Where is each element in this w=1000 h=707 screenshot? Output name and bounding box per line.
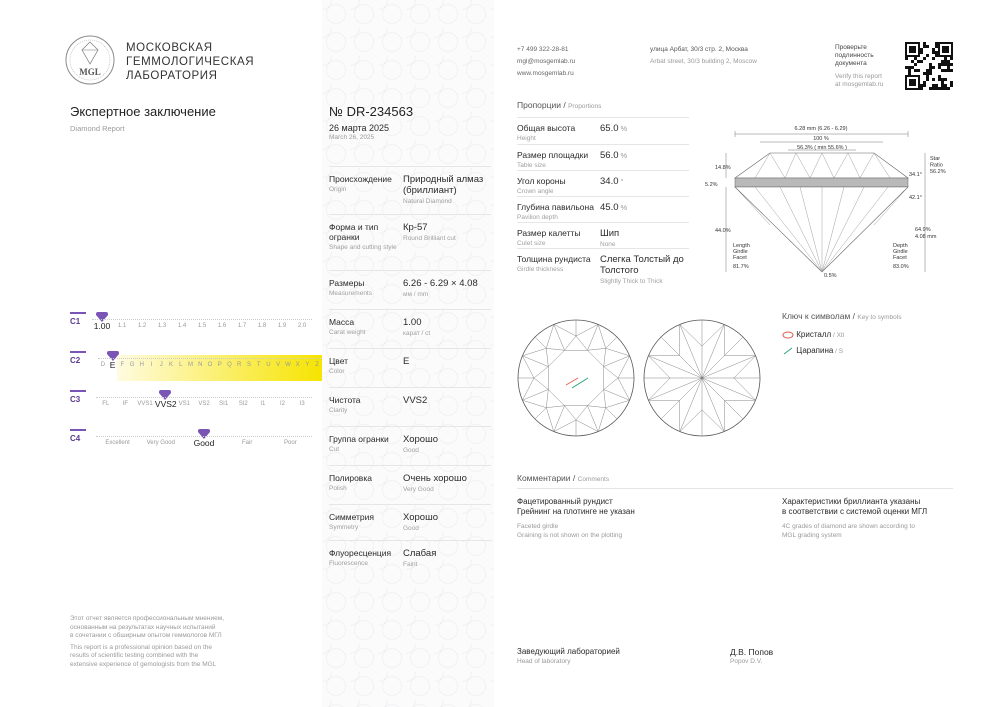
details-row-divider — [329, 166, 491, 167]
comment-left-en-2: Graining is not shown on the plotting — [517, 532, 623, 539]
scale-c1-tick: 1.8 — [257, 323, 267, 329]
details-value-ru: Природный алмаз (бриллиант) — [403, 174, 484, 196]
scale-c2-tick: Z — [315, 362, 319, 368]
details-label-ru: Форма и тип огранки — [329, 222, 379, 242]
scale-c2-tick: X — [295, 362, 300, 368]
details-value — [403, 278, 493, 298]
scale-c2-tick: D — [100, 362, 106, 368]
scale-c2-tick: V — [276, 362, 281, 368]
details-label-ru: Группа огранки — [329, 434, 389, 444]
proportions-title-ru: Пропорции — [517, 100, 561, 110]
culet-label: 0.5% — [824, 273, 837, 279]
report-date-en: March 26, 2025 — [329, 134, 375, 141]
proportion-row-divider — [517, 117, 689, 118]
scale-c3-tick: VS1 — [178, 401, 191, 407]
scale-c2-tick: K — [169, 362, 174, 368]
address-en: Arbat street, 30/3 building 2, Moscow — [650, 58, 757, 65]
proportion-label-ru: Размер калетты — [517, 228, 581, 238]
proportion-value-num: 56.0 — [600, 150, 619, 161]
proportion-label-en: Height — [517, 135, 536, 142]
details-label-ru: Флуоресценция — [329, 548, 392, 558]
scale-c3-tick: I3 — [299, 401, 305, 407]
details-label-ru: Цвет — [329, 356, 349, 366]
proportion-value-line — [600, 202, 690, 213]
scale-c2-tick: R — [237, 362, 242, 368]
scale-c1-label: C1 — [70, 317, 81, 326]
scale-c2-tick: I — [150, 362, 153, 368]
verify-en-1: Verify this report — [835, 73, 882, 80]
scale-c2-tick: S — [246, 362, 251, 368]
scale-c3-tick: I1 — [260, 401, 266, 407]
scratch-label-en: S — [838, 348, 844, 355]
details-value — [403, 222, 493, 242]
details-label — [329, 395, 399, 414]
key-item-scratch: Царапина / S — [782, 343, 844, 359]
lab-name — [126, 41, 254, 83]
proportion-value — [600, 254, 690, 285]
report-number — [329, 104, 413, 119]
star-ratio-value: 56.2% — [930, 169, 946, 175]
number-value: DR-234563 — [346, 104, 414, 119]
comments-title-ru: Комментарии — [517, 473, 571, 483]
lgf-value: 81.7% — [733, 264, 749, 270]
scale-c1-tick: 1.4 — [177, 323, 187, 329]
verify-ru-3: документа — [835, 60, 867, 67]
verify-ru-1: Проверьте — [835, 44, 867, 51]
signature-name: Д.В. Попов — [730, 647, 774, 657]
details-label — [329, 473, 399, 492]
contacts — [517, 44, 575, 80]
scale-c2-tick: J — [159, 362, 163, 368]
scale-c3-tick: IF — [122, 401, 129, 407]
proportion-label-ru: Глубина павильона — [517, 202, 594, 212]
comment-right-ru-1: Характеристики бриллианта указаны — [782, 497, 921, 506]
details-label — [329, 356, 399, 375]
details-value-ru: 6.26 - 6.29 × 4.08 — [403, 278, 478, 289]
scale-c3-tick: I2 — [280, 401, 286, 407]
details-row-divider — [329, 214, 491, 215]
scale-c1-tick: 1.6 — [217, 323, 227, 329]
proportion-row — [517, 202, 689, 221]
details-value-ru: 1.00 — [403, 317, 422, 328]
scale-c2-accent — [70, 351, 86, 353]
comment-left-en-1: Faceted girdle — [517, 523, 559, 530]
scale-c1-baseline — [92, 319, 312, 320]
proportion-row-divider — [517, 222, 689, 223]
proportion-value — [600, 228, 690, 248]
key-title: Ключ к символам / Key to symbols — [782, 311, 902, 321]
details-label-en: Clarity — [329, 407, 348, 414]
scale-c3-label: C3 — [70, 395, 81, 404]
proportion-row — [517, 254, 689, 285]
proportion-row-divider — [517, 248, 689, 249]
scale-c3-tick: VS2 — [198, 401, 210, 407]
proportion-label-ru: Толщина рундиста — [517, 254, 591, 264]
scale-c3-tick: SI2 — [238, 401, 248, 407]
proportion-row-divider — [517, 170, 689, 171]
proportion-label-en: Crown angle — [517, 188, 554, 195]
report-title-en: Diamond Report — [70, 124, 125, 133]
details-value-ru: Хорошо — [403, 512, 438, 523]
proportion-row — [517, 228, 689, 247]
proportion-value-line — [600, 228, 690, 239]
details-label-en: Cut — [329, 446, 340, 453]
verify-en-2: at mosgemlab.ru — [835, 81, 884, 88]
proportion-row — [517, 123, 689, 142]
comments-title-en: Comments — [577, 476, 610, 483]
scale-c3-tick: VVS2 — [154, 399, 177, 409]
report-title: Экспертное заключение — [70, 104, 216, 119]
comments-left — [517, 497, 635, 540]
proportion-row-divider — [517, 196, 689, 197]
proportion-unit: % — [620, 124, 628, 133]
scale-c3-tick: FL — [102, 401, 110, 407]
mgl-logo-seal — [64, 34, 116, 86]
details-row-divider — [329, 465, 491, 466]
details-value — [403, 395, 493, 408]
crystal-label: Кристалл — [796, 330, 832, 339]
disclaimer-ru-2: основанным на результатах научных испытаний — [70, 623, 216, 631]
proportion-value-en: Slightly Thick to Thick — [600, 278, 663, 285]
comments-divider — [517, 488, 953, 489]
details-label-en: Shape and cutting style — [329, 244, 397, 251]
dgf-caption: Depth Girdle Facet — [893, 243, 908, 261]
details-row-divider — [329, 348, 491, 349]
details-value-en: карат / ct — [403, 330, 431, 337]
details-value-ru: VVS2 — [403, 395, 428, 406]
proportion-unit: ° — [620, 177, 624, 186]
details-label-en: Polish — [329, 485, 347, 492]
scale-c2-tick: M — [188, 362, 193, 368]
crystal-icon — [782, 331, 794, 339]
disclaimer-ru-1: Этот отчет является профессиональным мнением, — [70, 615, 225, 622]
scale-c1-accent — [70, 312, 86, 314]
details-label — [329, 512, 399, 531]
pavilion-angle-label: 42.1° — [909, 195, 922, 201]
disclaimer-ru-3: в сочетании с обширным опытом геммологов МГЛ — [70, 632, 222, 639]
star-ratio-caption: Star Ratio — [930, 156, 943, 169]
diameter-label: 6.28 mm (6.26 - 6.29) — [794, 126, 848, 132]
scale-c1-tick: 1.00 — [93, 321, 111, 331]
scale-c3-tick: VVS1 — [137, 401, 153, 407]
scale-c3-baseline — [96, 397, 312, 398]
details-label-en: Fluorescence — [329, 560, 369, 567]
details-row-divider — [329, 504, 491, 505]
details-row-divider — [329, 387, 491, 388]
scale-c2-tick: O — [207, 362, 213, 368]
signature-role-en: Head of laboratory — [517, 658, 571, 665]
comment-left-ru-1: Фацетированный рундист — [517, 497, 613, 506]
details-label-ru: Размеры — [329, 278, 365, 288]
proportion-label-ru: Размер площадки — [517, 150, 589, 160]
scale-c4-accent — [70, 429, 86, 431]
scale-c1-tick: 1.2 — [137, 323, 147, 329]
details-label-ru: Масса — [329, 317, 355, 327]
comments-right — [782, 497, 927, 540]
dgf-value: 83.0% — [893, 264, 909, 270]
proportion-value — [600, 176, 690, 187]
crystal-label-en: Xtl — [836, 332, 845, 339]
lgf-caption: Length Girdle Facet — [733, 243, 750, 261]
table-range-label: 56.3% ( min 55.6% ) — [797, 145, 847, 151]
scale-c4-baseline — [96, 436, 312, 437]
proportion-value — [600, 150, 690, 161]
details-row-divider — [329, 426, 491, 427]
proportion-value — [600, 202, 690, 213]
details-value-ru: Слабая — [403, 548, 437, 559]
proportion-row-divider — [517, 144, 689, 145]
proportion-value-num: Шип — [600, 228, 620, 239]
signature-name-en: Popov D.V. — [730, 658, 763, 665]
details-value-ru: Хорошо — [403, 434, 438, 445]
diamond-profile-diagram — [700, 120, 960, 285]
scale-c1-tick: 1.3 — [157, 323, 167, 329]
comment-right-ru-2: в соответствии с системой оценки МГЛ — [782, 507, 928, 516]
disclaimer-en-3: extensive experience of gemologists from the MGL — [70, 660, 217, 668]
scale-c1-tick: 1.5 — [197, 323, 207, 329]
proportion-value-line — [600, 123, 690, 134]
report-date: 26 марта 2025 — [329, 123, 390, 133]
disclaimer-en-2: results of scientific testing combined with the — [70, 652, 199, 659]
details-row-divider — [329, 540, 491, 541]
scale-c2-tick: G — [129, 362, 135, 368]
scale-c2-tick: Q — [227, 362, 232, 368]
scale-c4-tick: Good — [193, 438, 215, 448]
scale-c2-tick: Y — [305, 362, 310, 368]
proportion-label-ru: Угол короны — [517, 176, 566, 186]
disclaimer — [70, 615, 224, 669]
details-row-divider — [329, 309, 491, 310]
details-label-en: Measurements — [329, 290, 372, 297]
proportion-value-num: 45.0 — [600, 202, 619, 213]
details-label — [329, 278, 399, 297]
proportion-value-line — [600, 150, 690, 161]
lab-name-line-3: ЛАБОРАТОРИЯ — [126, 70, 218, 82]
scale-c2-label: C2 — [70, 356, 81, 365]
scale-c1-tick: 1.1 — [117, 323, 127, 329]
proportion-value-line — [600, 254, 690, 276]
comment-left-ru-2: Грейнинг на плотинге не указан — [517, 507, 635, 516]
crown-plot-diagram — [516, 318, 636, 438]
logo-text: MGL — [79, 67, 101, 77]
details-value — [403, 434, 493, 454]
scale-c4-tick: Very Good — [146, 440, 175, 446]
crown-height-label: 14.8% — [715, 165, 731, 171]
scale-c2-baseline — [98, 358, 322, 359]
details-value-en: Natural Diamond — [403, 198, 452, 205]
details-label-ru: Симметрия — [329, 512, 374, 522]
details-label — [329, 434, 399, 453]
details-value — [403, 512, 493, 532]
scale-c4-label: C4 — [70, 434, 81, 443]
key-item-crystal: Кристалл / Xtl — [782, 327, 844, 343]
details-label — [329, 222, 399, 251]
details-label-en: Origin — [329, 186, 347, 193]
details-value — [403, 174, 493, 205]
details-value — [403, 473, 493, 493]
pavilion-depth-label: 44.0% — [715, 228, 731, 234]
details-row-divider — [329, 270, 491, 271]
scale-c4-tick: Fair — [242, 440, 253, 446]
proportion-label-en: Table size — [517, 162, 546, 169]
signature-role: Заведующий лабораторией — [517, 647, 620, 656]
key-title-en: Key to symbols — [857, 314, 902, 321]
details-label — [329, 317, 399, 336]
scratch-icon — [782, 347, 794, 355]
scale-c4-tick: Excellent — [105, 440, 130, 446]
key-title-ru: Ключ к символам — [782, 311, 851, 321]
details-label-en: Color — [329, 368, 345, 375]
proportion-value-num: 34.0 — [600, 176, 619, 187]
depth-pct-label: 64.9% — [915, 227, 931, 233]
verify-ru-2: подлинность — [835, 52, 874, 59]
verify-block — [835, 44, 883, 89]
scale-c1-tick: 1.7 — [237, 323, 247, 329]
scale-c3-tick: SI1 — [219, 401, 229, 407]
details-value-ru: Очень хорошо — [403, 473, 467, 484]
address-ru: улица Арбат, 30/3 стр. 2, Москва — [650, 46, 748, 53]
details-value-en: Good — [403, 447, 419, 454]
girdle-label: 5.2% — [705, 182, 718, 188]
details-value — [403, 548, 493, 568]
proportion-value-num: 65.0 — [600, 123, 619, 134]
details-label-ru: Чистота — [329, 395, 361, 405]
scale-c1-tick: 1.9 — [277, 323, 287, 329]
proportion-row — [517, 150, 689, 169]
proportion-label-en: Pavilion depth — [517, 214, 558, 221]
website[interactable]: www.mosgemlab.ru — [517, 70, 574, 77]
details-value-en: Round Brilliant cut — [403, 235, 456, 242]
details-value — [403, 317, 493, 337]
details-label — [329, 548, 399, 567]
scale-c1-tick: 2.0 — [297, 323, 307, 329]
details-value-en: мм / mm — [403, 291, 429, 298]
disclaimer-en-1: This report is a professional opinion based on the — [70, 643, 213, 651]
proportion-value — [600, 123, 690, 134]
scale-c2-tick: U — [266, 362, 271, 368]
key-items — [782, 327, 844, 359]
proportion-value-en: None — [600, 241, 616, 248]
proportion-unit: % — [620, 151, 628, 160]
crown-angle-label: 34.1° — [909, 172, 922, 178]
number-prefix: № — [329, 104, 343, 119]
details-value-en: Faint — [403, 561, 418, 568]
email[interactable]: mgl@mosgemlab.ru — [517, 58, 576, 65]
proportion-unit: % — [620, 203, 628, 212]
proportion-label-en: Girdle thickness — [517, 266, 564, 273]
lab-name-line-2: ГЕММОЛОГИЧЕСКАЯ — [126, 56, 255, 68]
depth-mm-label: 4.08 mm — [915, 234, 937, 240]
details-label — [329, 174, 399, 193]
details-value-en: Very Good — [403, 486, 434, 493]
scale-c2-tick: L — [179, 362, 183, 368]
scale-c2-tick: E — [109, 360, 116, 370]
scale-c2-tick: T — [256, 362, 261, 368]
proportions-title-en: Proportions — [568, 103, 602, 110]
scale-c2-tick: H — [139, 362, 144, 368]
proportions-title: Пропорции / Proportions — [517, 100, 602, 110]
proportion-label-en: Culet size — [517, 240, 546, 247]
details-value-ru: Кр-57 — [403, 222, 428, 233]
details-label-ru: Происхождение — [329, 174, 392, 184]
proportion-row — [517, 176, 689, 195]
proportion-value-num: Слегка Толстый до Толстого — [600, 254, 684, 276]
scratch-label: Царапина — [796, 346, 834, 355]
width-label: 100 % — [813, 136, 829, 142]
lab-name-line-1: МОСКОВСКАЯ — [126, 42, 213, 54]
scale-c4-tick: Poor — [284, 440, 297, 446]
proportion-label-ru: Общая высота — [517, 123, 576, 133]
comment-right-en-2: MGL grading system — [782, 532, 842, 539]
scale-c2-tick: N — [198, 362, 203, 368]
pavilion-plot-diagram — [642, 318, 762, 438]
comment-right-en-1: 4C grades of diamond are shown according to — [782, 523, 915, 530]
details-label-en: Carat weight — [329, 329, 366, 336]
scale-c2-tick: W — [285, 362, 291, 368]
address — [650, 44, 757, 68]
phone[interactable]: +7 499 322-28-81 — [517, 46, 569, 53]
details-value-en: Good — [403, 525, 419, 532]
scale-c2-tick: F — [120, 362, 125, 368]
qr-code-icon[interactable] — [905, 42, 953, 90]
details-label-ru: Полировка — [329, 473, 372, 483]
comments-title: Комментарии / Comments — [517, 473, 610, 483]
scale-c3-accent — [70, 390, 86, 392]
scale-c2-tick: P — [217, 362, 222, 368]
details-value-ru: E — [403, 356, 410, 367]
proportion-value-line — [600, 176, 690, 187]
details-label-en: Symmetry — [329, 524, 359, 531]
details-value — [403, 356, 493, 369]
